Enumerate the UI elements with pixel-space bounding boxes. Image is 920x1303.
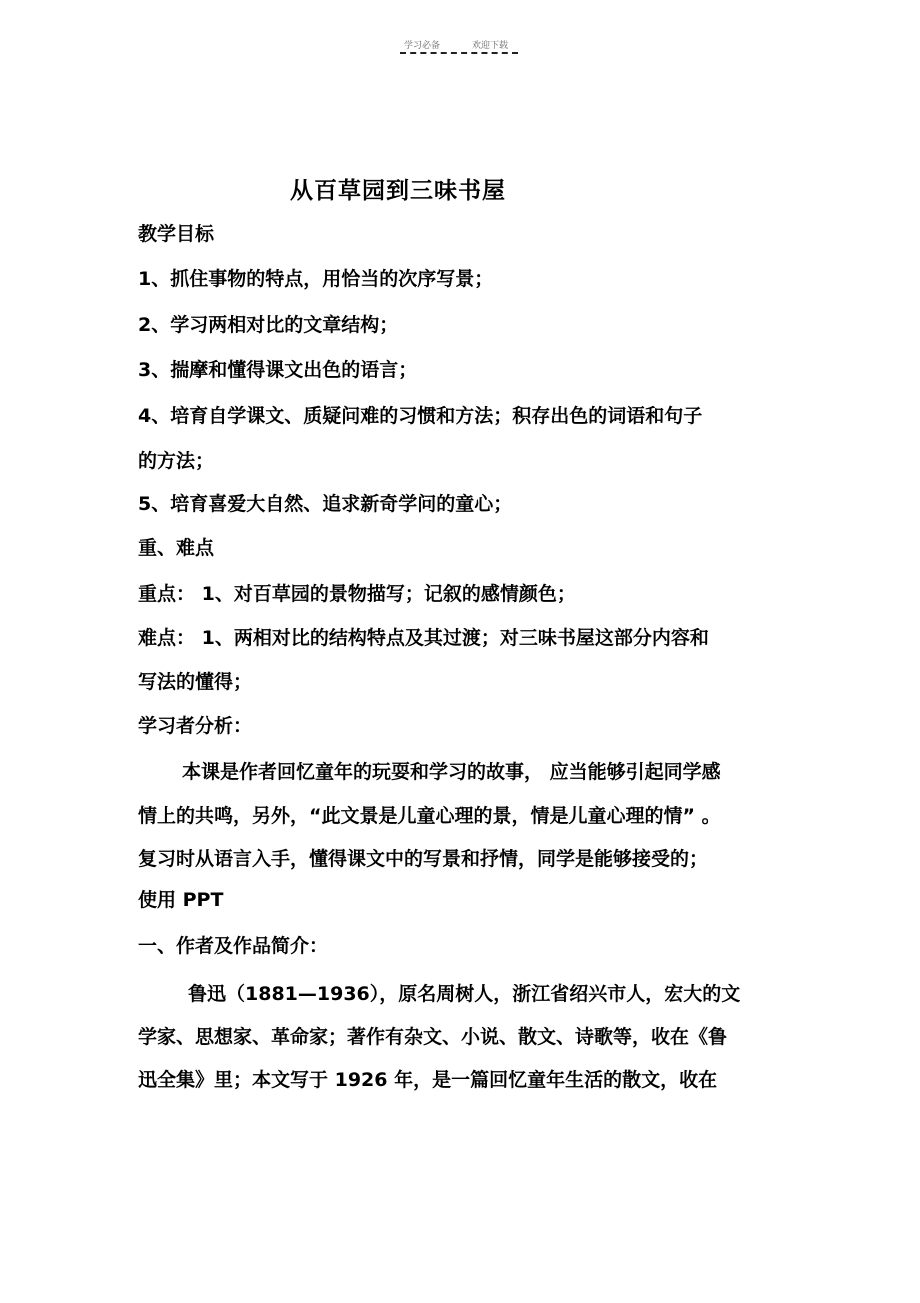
use-ppt-line: 使用 PPT [138, 889, 224, 911]
difficult-point-continued: 写法的懂得； [138, 671, 253, 693]
objective-4-continued: 的方法； [138, 450, 215, 472]
author-paragraph-line-1: 鲁迅（1881—1936），原名周树人，浙江省绍兴市人，宏大的文 [188, 983, 741, 1005]
page-header [400, 38, 518, 56]
analysis-paragraph-line-3: 复习时从语言入手，懂得课文中的写景和抒情，同学是能够接受的； [138, 848, 709, 870]
analysis-paragraph-line-2: 情上的共鸣，另外，“此文景是儿童心理的景，情是儿童心理的情” 。 [138, 805, 721, 827]
author-paragraph-line-3: 迅全集》里；本文写于 1926 年，是一篇回忆童年生活的散文，收在 [138, 1069, 718, 1091]
objective-3: 3、揣摩和懂得课文出色的语言； [138, 359, 418, 381]
objective-4: 4、培育自学课文、质疑问难的习惯和方法；积存出色的词语和句子 [138, 405, 703, 427]
objective-1: 1、抓住事物的特点，用恰当的次序写景； [138, 268, 494, 290]
objective-2: 2、学习两相对比的文章结构； [138, 314, 399, 336]
header-left-text: 学习必备 [404, 41, 441, 51]
section-heading-objectives: 教学目标 [138, 223, 215, 245]
author-paragraph-line-2: 学家、思想家、革命家；著作有杂文、小说、散文、诗歌等，收在《鲁 [138, 1026, 728, 1048]
objective-5: 5、培育喜爱大自然、追求新奇学问的童心； [138, 493, 513, 515]
section-heading-learner-analysis: 学习者分析： [138, 715, 253, 737]
document-title: 从百草园到三味书屋 [290, 178, 506, 204]
difficult-point: 难点： 1、两相对比的结构特点及其过渡；对三味书屋这部分内容和 [138, 627, 709, 649]
section-heading-key-points: 重、难点 [138, 537, 215, 559]
analysis-paragraph-line-1: 本课是作者回忆童年的玩耍和学习的故事， 应当能够引起同学感 [182, 761, 721, 783]
key-point: 重点： 1、对百草园的景物描写；记叙的感情颜色； [138, 583, 576, 605]
section-heading-author-intro: 一、作者及作品简介： [138, 935, 329, 957]
header-right-text: 欢迎下载 [472, 41, 509, 51]
header-dashed-rule [400, 52, 518, 54]
